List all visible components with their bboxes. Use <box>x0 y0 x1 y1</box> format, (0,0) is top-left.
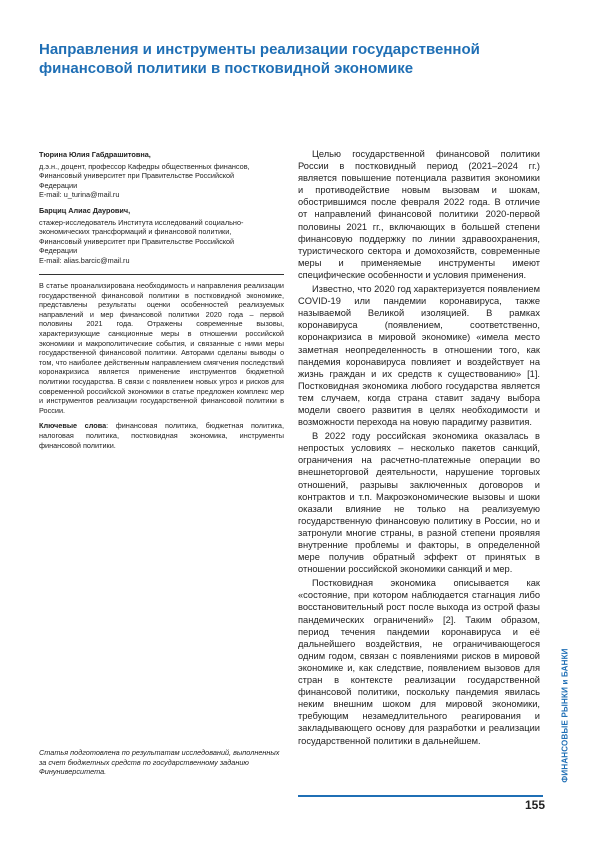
author-name: Тюрина Юлия Габдрашитовна, <box>39 150 151 159</box>
author-email: E-mail: u_turina@mail.ru <box>39 190 120 200</box>
abstract <box>39 281 284 450</box>
author-affiliation: Финансовый университет при Правительстве Российской <box>39 236 235 246</box>
author-affiliation: Федерации <box>39 180 78 190</box>
keywords <box>39 421 284 450</box>
body-paragraph: Постковидная экономика описывается как «состояние, при котором наблюдается стагнация либо восстановительный рост после выхода из острой фазы пандемических ограничений» [2]. Таким образом, период течения пандемии коронавируса и её дальнейшего воздействия, не ограничивающегося одним годом, связан с появлениями рисков в мировой экономике и, как следствие, появлением вызовов для стран в контексте реализации государственной финансовой политики, поскольку пандемия явилась неким внешним шоком для мировой экономики, требующим незамедлительного реагирования и закладывающего основу для разработки и реализации государственной политики в дальнейшем. <box>298 578 540 746</box>
author-name: Барциц Алиас Даурович, <box>39 205 131 215</box>
author-affiliation: Финансовый университет при Правительстве Российской <box>39 171 235 181</box>
section-divider <box>39 274 284 275</box>
author-1 <box>39 150 284 200</box>
author-affiliation: д.э.н., доцент, профессор Кафедры общественных финансов, <box>39 161 250 171</box>
body-text <box>298 148 540 749</box>
article-title: Направления и инструменты реализации государственной финансовой политики в постковидной экономике <box>39 41 480 77</box>
funding-note: Статья подготовлена по результатам исследований, выполненных за счет бюджетных средств по государственному заданию Финуниверситета. <box>39 748 280 777</box>
author-email: E-mail: alias.barcic@mail.ru <box>39 255 130 265</box>
keywords-text: : финансовая политика, бюджетная политика, налоговая политика, постковидная экономика, инструменты финансовой политики. <box>39 421 284 450</box>
author-affiliation: стажер-исследователь Института исследований социально- <box>39 217 244 227</box>
body-paragraph: В 2022 году российская экономика оказалась в непростых условиях – несколько пакетов санкций, ограничения на расчетно-платежные операции во внешнеторговой деятельности, нарушение торговых отношений, разрывы заключенных договоров и контрактов и т.п. Макроэкономические вызовы и шоки оказали влияние не только на реализуемую государственную финансовую политику в России, но и затронули многие страны, в разной степени проявляя внутренние проблемы и факторы, в определенной мере получив обратный эффект от принятых в отношении российской экономики санкций и мер. <box>298 431 540 575</box>
footer-rule <box>298 795 543 797</box>
journal-section-tab <box>557 600 573 830</box>
abstract-text: В статье проанализирована необходимость и направления реализации государственной финансовой политики в постковидной экономике, представлены результаты оценки особенностей реализуемых направлений и мер финансовой политики 2020 года – первой половины 2021 года. Отражены современные вызовы, характеризующие санкционные меры в отношении российской экономики и макрополитические события, и связанные с ними меры государственной финансовой политики. Авторами сделаны выводы о том, что наиболее действенным направлением смягчения последствий коронакризиса является применение инструментов бюджетной политики государства. В связи с появлением новых угроз и рисков для современной российской экономики в статье предложен комплекс мер и инструментов реализации государственной финансовой политики в России. <box>39 281 284 415</box>
author-2 <box>39 206 284 266</box>
body-paragraph: Известно, что 2020 год характеризуется появлением COVID-19 или пандемии коронавируса, также называемой Великой изоляцией. В рамках коронавируса (появлением, соответственно, коронакризиса в мировой экономике) «имела место заметная неопределенность в отношении того, как пандемия коронавируса повлияет и воздействует на жизнь граждан и их средств к существованию» [1]. Постковидная экономика любого государства является тем случаем, когда страна ставит задачу выбора модели своего развития в целях необходимости и возможности перехода на новую парадигму развития. <box>298 284 540 428</box>
body-paragraph: Целью государственной финансовой политики России в постковидный период (2021–2024 гг.) является повышение потенциала развития экономики и противодействие новым вызовам и шокам, обострившимся после февраля 2022 года. В отличие от направлений финансовой политики 2020-первой половины 2021 гг., включающих в большей степени финансовую поддержку по линии здравоохранения, туристического сектора и домохозяйств, современные меры и применяемые инструменты имеют специфические особенности и условия применения. <box>298 149 540 280</box>
author-block <box>39 150 284 266</box>
page-number: 155 <box>524 798 545 812</box>
author-affiliation: Федерации <box>39 246 78 256</box>
author-affiliation: экономических трансформаций и финансовой политики, <box>39 227 232 237</box>
keywords-label: Ключевые слова <box>39 421 107 431</box>
journal-section-label: ФИНАНСОВЫЕ РЫНКИ и БАНКИ <box>560 647 570 783</box>
